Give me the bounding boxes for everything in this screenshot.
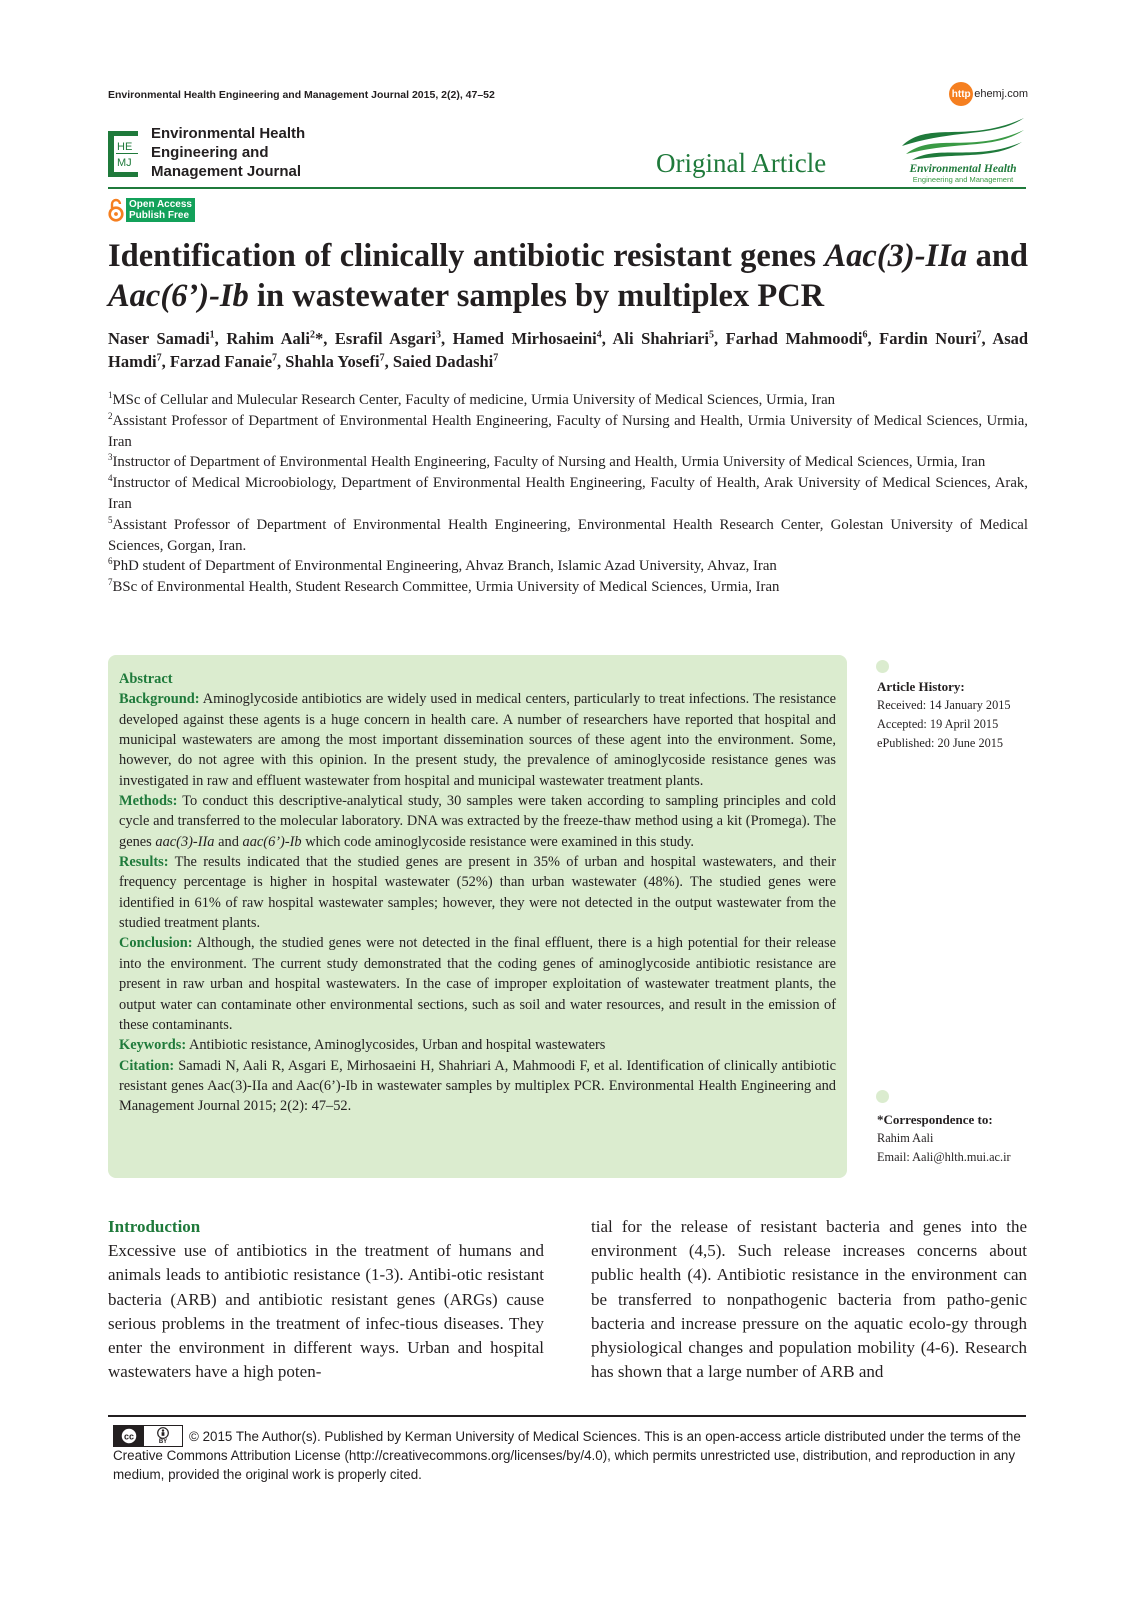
journal-name-line: Environmental Health [151, 125, 306, 142]
article-history [877, 677, 1011, 753]
journal-name [151, 124, 305, 181]
journal-logo-icon [108, 131, 142, 177]
affiliation: $^2$Assistant Professor of Department of Environmental Health Engineering, Faculty of Nursing and Health, Urmia University of Medical Sciences, Urmia, Iran [108, 410, 1028, 450]
affiliation: $^1$MSc of Cellular and Mulecular Research Center, Faculty of medicine, Urmia University of Medical Sciences, Urmia, Iran [108, 390, 836, 408]
abstract-box [108, 655, 847, 1178]
affiliation: $^5$Assistant Professor of Department of Environmental Health Engineering, Environmental Health Research Center, Golestan University of Medical Sciences, Gorgan, Iran. [108, 514, 1028, 554]
http-badge-icon: http [949, 82, 973, 106]
author: Rahim Aali$^2$*, [226, 329, 335, 348]
open-access-text: Open Access [129, 199, 192, 210]
epublished-date: ePublished: 20 June 2015 [877, 736, 1004, 750]
article-history-heading: Article History: [877, 679, 965, 694]
article-type: Original Article [656, 148, 827, 178]
environmental-health-logo-icon [898, 114, 1028, 184]
correspondence-email[interactable]: Email: Aali@hlth.mui.ac.ir [877, 1150, 1011, 1164]
publish-free-text: Publish Free [129, 210, 190, 221]
eh-logo-line-1: Environmental Health [909, 163, 1017, 175]
abstract-conclusion: Conclusion: Although, the studied genes were not detected in the final effluent, there is a high potential for their release into the environment. The current study demonstrated that the coding genes of aminoglycoside antibiotic resistance are present in raw urban and hospital wastewaters. In the case of improper exploitation of wastewater treatment plants, the output water can contaminate other environmental sections, such as soil and water resources, and result in the emission of these contaminants. [119, 935, 836, 1033]
title-text: in wastewater samples by multiplex PCR [248, 278, 825, 314]
author: Saied Dadashi$^7$ [392, 352, 499, 371]
header-rule [108, 187, 1026, 189]
cc-by-label: BY [158, 1439, 168, 1445]
author: Farzad Fanaie$^7$, [169, 352, 286, 371]
title-gene-2: Aac(6’)-Ib [108, 278, 249, 314]
correspondence-heading: *Correspondence to: [877, 1112, 993, 1127]
title-text: Identification of clinically antibiotic resistant genes [108, 238, 825, 274]
affiliation: $^4$Instructor of Medical Microobiology, Department of Environmental Health Engineering, Faculty of Health, Arak University of Medical Sciences, Arak, Iran [108, 473, 1028, 512]
abstract-results: Results: The results indicated that the studied genes are present in 35% of urban and hospital wastewaters, and their frequency percentage is higher in hospital wastewater (52%) than urban wastewater (48%). The studied genes were identified in 61% of raw hospital wastewater samples; however, they were not detected in the output wastewater from the studied treatment plants. [119, 854, 836, 932]
abstract-heading: Abstract [119, 671, 173, 687]
logo-letters-he: HE [117, 141, 133, 153]
title-gene-1: Aac(3)-IIa [824, 238, 968, 274]
open-access-label [126, 198, 195, 222]
footer-rule [108, 1415, 1026, 1417]
body-paragraph: Excessive use of antibiotics in the treatment of humans and animals leads to antibiotic resistance (1-3). Antibi-otic resistant bacteria (ARB) and antibiotic resistant genes (ARGs) cause serious problems in the treatment of infec-tious diseases. They enter the environment in different ways. Urban and hospital wastewaters have a high poten- [108, 1241, 544, 1382]
cc-by-icon [113, 1425, 183, 1447]
correspondence-name: Rahim Aali [877, 1131, 934, 1145]
side-bullet-icon [876, 1090, 889, 1103]
introduction-heading: Introduction [108, 1217, 201, 1236]
body-column-left [108, 1215, 544, 1384]
author: Naser Samadi$^1$, [108, 329, 227, 348]
title-text: and [967, 238, 1028, 274]
running-header: Environmental Health Engineering and Management Journal 2015, 2(2), 47–52 [108, 89, 495, 101]
author: Shahla Yosefi$^7$, [285, 352, 393, 371]
accepted-date: Accepted: 19 April 2015 [877, 717, 999, 731]
abstract-keywords: Keywords: Antibiotic resistance, Aminoglycosides, Urban and hospital wastewaters [119, 1037, 606, 1054]
journal-name-line: Management Journal [151, 163, 302, 180]
received-date: Received: 14 January 2015 [877, 698, 1011, 712]
author: Farhad Mahmoodi$^6$, [725, 329, 880, 348]
correspondence [877, 1110, 1011, 1167]
affiliation: $^3$Instructor of Department of Environmental Health Engineering, Faculty of Nursing and Health, Urmia University of Medical Sciences, Urmia, Iran [108, 452, 986, 471]
author-list [108, 327, 1028, 373]
abstract-background: Background: Aminoglycoside antibiotics are widely used in medical centers, particularly to treat infections. The resistance developed against these agents is a huge concern in health care. A number of researchers have reported that hospital and municipal wastewaters are among the most important dissemination sources of these agent into the environment. Some, however, do not agree with this opinion. In the present study, the prevalence of aminoglycoside resistance genes was investigated in raw and effluent wastewater from hospital and municipal wastewater treatment plants. [119, 691, 836, 789]
website-url: ehemj.com [974, 88, 1028, 100]
attribution-person-icon [157, 1427, 169, 1439]
journal-website[interactable] [949, 82, 1028, 106]
journal-name-line: Engineering and [151, 144, 269, 161]
author: Asad Hamdi$^7$, [108, 329, 1029, 371]
body-column-right [591, 1215, 1027, 1384]
logo-letters-mj: MJ [117, 157, 132, 169]
author: Hamed Mirhosaeini$^4$, [452, 329, 613, 348]
license-statement: © 2015 The Author(s). Published by Kerman University of Medical Sciences. This is an open-access article distributed under the terms of the Creative Commons Attribution License (http://creativecommons.org/licenses/by/4.0), which permits unrestricted use, distribution, and reproduction in any medium, provided the original work is properly cited. [113, 1429, 1021, 1482]
author: Esrafil Asgari$^3$, [334, 329, 453, 348]
abstract-methods: Methods: To conduct this descriptive-analytical study, 30 samples were taken according to sampling principles and cold cycle and transferred to the molecular laboratory. DNA was extracted by the freeze-thaw method using a kit (Promega). The genes aac(3)-IIa and aac(6’)-Ib which code aminoglycoside resistance were examined in this study. [119, 793, 836, 850]
author: Ali Shahriari$^5$, [612, 329, 726, 348]
license-text [113, 1425, 1025, 1484]
author: Fardin Nouri$^7$, [879, 329, 993, 348]
affiliation: $^7$BSc of Environmental Health, Student Research Committee, Urmia University of Medical Sciences, Urmia, Iran [108, 577, 780, 596]
abstract-citation: Citation: Samadi N, Aali R, Asgari E, Mirhosaeini H, Shahriari A, Mahmoodi F, et al. Identification of clinically antibiotic resistant genes Aac(3)-IIa and Aac(6’)-Ib in wastewater samples by multiplex PCR. Environmental Health Engineering and Management Journal 2015; 2(2): 47–52. [119, 1057, 836, 1115]
svg-text:cc: cc [123, 1431, 135, 1442]
side-bullet-icon [876, 660, 889, 673]
open-access-lock-icon [108, 198, 124, 222]
affiliation: $^6$PhD student of Department of Environmental Engineering, Ahvaz Branch, Islamic Azad University, Ahvaz, Iran [108, 556, 777, 575]
affiliation-list [108, 390, 1028, 598]
body-paragraph: tial for the release of resistant bacteria and genes into the environment (4,5). Such release increases concerns about public health (4). Antibiotic resistance in the environment can be transferred to nonpathogenic bacteria from patho-genic bacteria and increase pressure on the aquatic ecolo-gy through physiological changes and population mobility (4-6). Research has shown that a large number of ARB and [591, 1217, 1027, 1382]
open-access-badge [108, 198, 195, 222]
eh-logo-line-2: Engineering and Management [912, 175, 1014, 184]
article-title [108, 236, 1028, 316]
